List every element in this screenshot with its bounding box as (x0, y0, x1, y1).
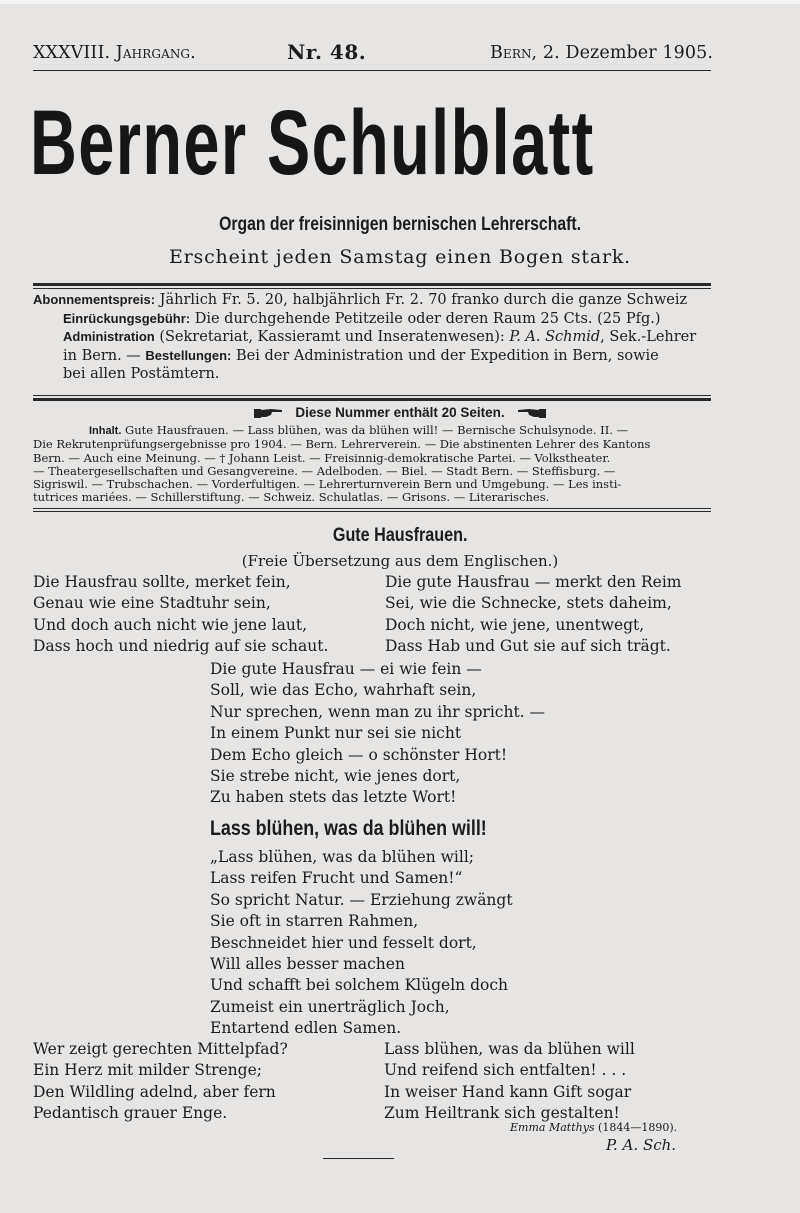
table-of-contents (33, 424, 713, 505)
verse-line: Sei, wie die Schnecke, stets daheim, (385, 594, 672, 613)
contents-line: Bern. — Auch eine Meinung. — † Johann Leist. — Freisinnig-demokratische Partei. — Volkstheater. (33, 450, 611, 465)
page-edge (0, 0, 800, 4)
subscription-rule-top-thin (33, 288, 711, 289)
admin-location: in Bern. — (63, 347, 146, 364)
contents-line: Sigriswil. — Trubschachen. — Vorderfultigen. — Lehrerturnverein Bern und Umgebung. — Les insti- (33, 477, 622, 492)
issue-number: Nr. 48. (287, 40, 367, 64)
verse-line: Will alles besser machen (210, 955, 405, 974)
verse-line: Den Wildling adelnd, aber fern (33, 1082, 276, 1101)
verse-line: In einem Punkt nur sei sie nicht (210, 724, 462, 743)
verse-line: Lass reifen Frucht und Samen!“ (210, 869, 463, 888)
admin-label: Administration (63, 329, 155, 344)
poem2-stanza-left (33, 1039, 288, 1125)
verse-line: In weiser Hand kann Gift sogar (384, 1082, 632, 1101)
verse-line: Sie strebe nicht, wie jenes dort, (210, 767, 461, 786)
verse-line: So spricht Natur. — Erziehung zwängt (210, 890, 513, 909)
poem1-stanza-right (385, 572, 681, 658)
contents-line (33, 424, 713, 438)
verse-line: Dass Hab und Gut sie auf sich trägt. (385, 637, 671, 656)
contents-line: Die Rekrutenprüfungsergebnisse pro 1904. — Bern. Lehrerverein. — Die abstinenten Lehrer des Kantons (33, 437, 651, 452)
verse-line: Lass blühen, was da blühen will (384, 1040, 635, 1058)
contents-rule-thin (33, 508, 711, 509)
poem1-stanza-left (33, 572, 328, 658)
subscription-rule-top (33, 283, 711, 286)
poem2-author (510, 1121, 677, 1134)
admin-person: P. A. Schmid (509, 329, 601, 345)
page-count-text: Diese Nummer enthält 20 Seiten. (295, 405, 505, 420)
insertion-text: Die durchgehende Petitzeile oder deren Raum 25 Cts. (25 Pfg.) (190, 310, 661, 327)
verse-line: Genau wie eine Stadtuhr sein, (33, 594, 271, 613)
poem1-title-text: Gute Hausfrauen. (332, 525, 468, 546)
orders-continued: bei allen Postämtern. (63, 366, 220, 382)
verse-line: Doch nicht, wie jene, unentwegt, (385, 615, 645, 634)
poem2-signature: P. A. Sch. (606, 1136, 677, 1154)
poem1-stanza-center (210, 659, 545, 809)
verse-line: Und doch auch nicht wie jene laut, (33, 615, 308, 634)
verse-line: Die Hausfrau sollte, merket fein, (33, 573, 291, 591)
issue-date-text: 2. Dezember 1905. (542, 43, 713, 63)
verse-line: Dem Echo gleich — o schönster Hort! (210, 745, 508, 764)
insertion-label: Einrückungsgebühr: (63, 310, 191, 326)
poem2-title (210, 817, 536, 841)
contents-text: Gute Hausfrauen. — Lass blühen, was da blühen will! — Bernische Schulsynode. II. — (121, 423, 629, 437)
verse-line: Entartend edlen Samen. (210, 1019, 402, 1038)
issue-date (490, 43, 713, 63)
publication-frequency: Erscheint jeden Samstag einen Bogen stark. (168, 246, 632, 268)
page-count-notice (0, 405, 800, 420)
author-name: Emma Matthys (510, 1121, 595, 1134)
pointing-hand-left-icon (516, 407, 546, 419)
volume-number: XXXVIII. (33, 43, 111, 63)
verse-line: Pedantisch grauer Enge. (33, 1104, 228, 1123)
pointing-hand-right-icon (254, 407, 284, 419)
poem1-title (0, 525, 800, 547)
volume-label: Jahrgang. (115, 43, 196, 63)
verse-line: Beschneidet hier und fesselt dort, (210, 933, 477, 952)
author-years: (1844—1890). (594, 1121, 678, 1134)
insertion-fee (33, 310, 713, 329)
verse-line: Zumeist ein unerträglich Joch, (210, 997, 450, 1016)
admin-text: (Sekretariat, Kassieramt und Inseratenwesen): (154, 329, 510, 345)
verse-line: Und schafft bei solchem Klügeln doch (210, 976, 509, 995)
orders (33, 347, 713, 366)
poem2-stanza-right (384, 1039, 635, 1125)
poem2-stanza-center (210, 847, 513, 1040)
verse-line: Soll, wie das Echo, wahrhaft sein, (210, 681, 477, 700)
price-label: Abonnementspreis: (33, 292, 156, 307)
masthead-subtitle (0, 214, 800, 236)
verse-line: Zum Heiltrank sich gestalten! (384, 1104, 620, 1123)
verse-line: Und reifend sich entfalten! . . . (384, 1061, 627, 1080)
verse-line: Ein Herz mit milder Strenge; (33, 1061, 262, 1080)
masthead-subtitle-text: Organ der freisinnigen bernischen Lehrerschaft. (219, 214, 581, 235)
verse-line: „Lass blühen, was da blühen will; (210, 848, 475, 866)
poem2-title-text: Lass blühen, was da blühen will! (210, 817, 487, 840)
volume-info (33, 43, 196, 63)
verse-line: Wer zeigt gerechten Mittelpfad? (33, 1040, 288, 1058)
administration (33, 328, 713, 347)
verse-line: Dass hoch und niedrig auf sie schaut. (33, 637, 329, 656)
verse-line: Nur sprechen, wenn man zu ihr spricht. — (210, 702, 546, 721)
section-end-rule (323, 1158, 394, 1159)
contents-rule-thin-2 (33, 511, 711, 512)
verse-line: Zu haben stets das letzte Wort! (210, 788, 457, 807)
orders-label: Bestellungen: (145, 347, 232, 363)
admin-role: , Sek.-Lehrer (600, 329, 697, 345)
notice-rule-thin (33, 395, 711, 396)
masthead-title: Berner Schulblatt (30, 92, 595, 194)
verse-line: Sie oft in starren Rahmen, (210, 912, 419, 931)
contents-label: Inhalt. (89, 425, 122, 437)
price-text: Jährlich Fr. 5. 20, halbjährlich Fr. 2. 70 franko durch die ganze Schweiz (155, 292, 688, 308)
orders-text: Bei der Administration und der Expedition in Bern, sowie (231, 347, 659, 364)
verse-line: Die gute Hausfrau — ei wie fein — (210, 660, 482, 678)
subscription-price (33, 291, 713, 310)
contents-line: — Theatergesellschaften und Gesangvereine. — Adelboden. — Biel. — Stadt Bern. — Steffisburg. — (33, 463, 616, 478)
header-rule (33, 70, 711, 71)
contents-line: tutrices mariées. — Schillerstiftung. — Schweiz. Schulatlas. — Grisons. — Literarisches. (33, 490, 550, 505)
issue-place: Bern, (490, 43, 538, 63)
poem1-subtitle: (Freie Übersetzung aus dem Englischen.) (241, 552, 559, 570)
subscription-info (33, 291, 713, 384)
notice-rule-thick (33, 398, 711, 401)
verse-line: Die gute Hausfrau — merkt den Reim (385, 573, 682, 591)
